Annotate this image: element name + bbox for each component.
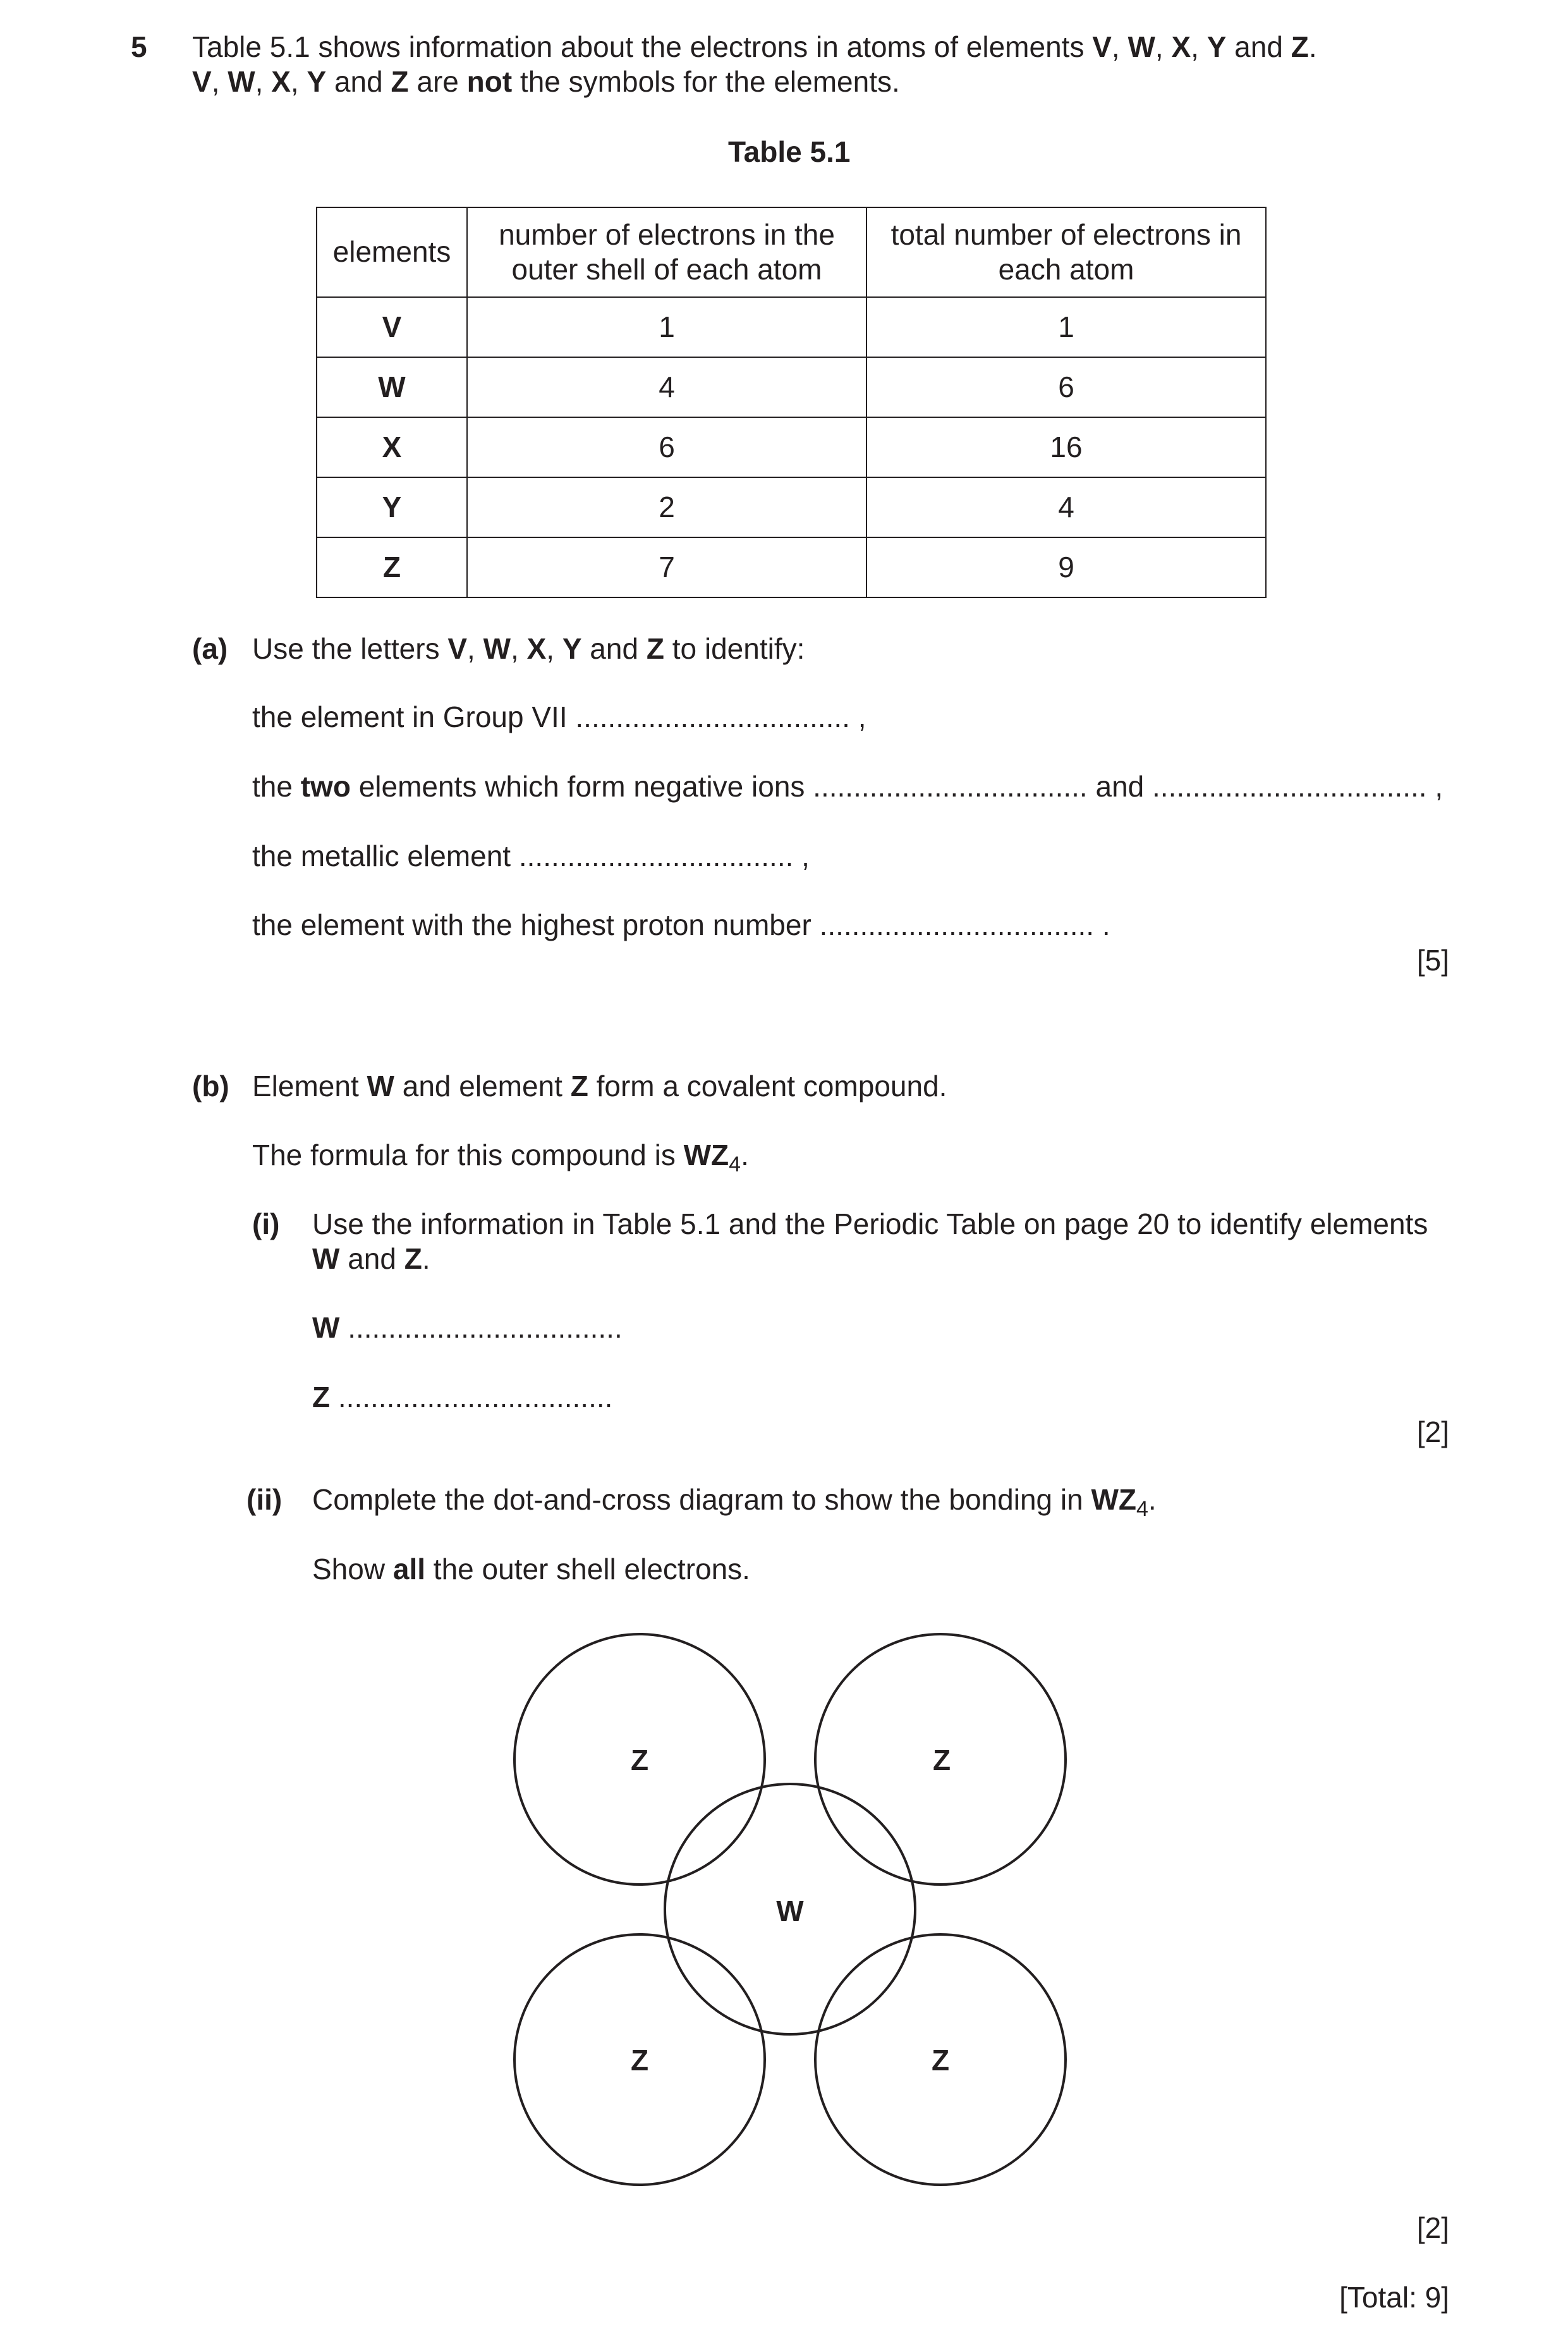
answer-line-group-vii[interactable]: the element in Group VII .................................. , (252, 700, 866, 733)
label-w-center: W (776, 1895, 804, 1927)
header-outer-shell: number of electrons in the outer shell of each atom (467, 207, 866, 297)
total-electrons-cell: 6 (866, 357, 1266, 417)
element-cell: Y (317, 477, 467, 537)
answer-line-z[interactable]: Z .................................. (312, 1381, 613, 1414)
outer-shell-cell: 2 (467, 477, 866, 537)
part-b-label: (b) (192, 1070, 229, 1102)
question-number: 5 (131, 30, 147, 63)
element-cell: X (317, 417, 467, 477)
part-b-formula: The formula for this compound is $WZ_4$. (252, 1139, 749, 1176)
part-a-label: (a) (192, 632, 228, 665)
part-a-prompt: Use the letters V, W, X, Y and Z to identify: (252, 632, 805, 665)
table-title: Table 5.1 (728, 135, 851, 168)
header-elements: elements (317, 207, 467, 297)
label-z-bottom-left: Z (630, 2044, 649, 2077)
header-total-electrons: total number of electrons in each atom (866, 207, 1266, 297)
answer-line-highest-proton[interactable]: the element with the highest proton number .................................. . (252, 908, 1110, 941)
answer-line-negative-ions[interactable]: the two elements which form negative ions .................................. and .................................. , (252, 770, 1443, 803)
total-electrons-cell: 1 (866, 297, 1266, 357)
intro-line-1: Table 5.1 shows information about the electrons in atoms of elements V, W, X, Y and Z. (192, 30, 1317, 63)
part-b-stem: Element W and element Z form a covalent compound. (252, 1070, 947, 1102)
outer-shell-cell: 7 (467, 537, 866, 597)
part-a-marks: [5] (1416, 944, 1449, 977)
answer-line-w[interactable]: W .................................. (312, 1311, 623, 1344)
label-z-top-right: Z (932, 1744, 951, 1776)
element-cell: W (317, 357, 467, 417)
label-z-bottom-right: Z (931, 2044, 950, 2077)
element-cell: V (317, 297, 467, 357)
total-electrons-cell: 16 (866, 417, 1266, 477)
label-z-top-left: Z (630, 1744, 649, 1776)
part-b-i-prompt-line-1: Use the information in Table 5.1 and the Periodic Table on page 20 to identify elements (312, 1207, 1428, 1240)
outer-shell-cell: 1 (467, 297, 866, 357)
total-electrons-cell: 9 (866, 537, 1266, 597)
part-b-ii-prompt: Complete the dot-and-cross diagram to show the bonding in $WZ_4$. (312, 1483, 1157, 1521)
part-b-i-label: (i) (252, 1207, 280, 1240)
total-marks: [Total: 9] (1339, 2281, 1449, 2314)
intro-line-2: V, W, X, Y and Z are not the symbols for the elements. (192, 65, 900, 98)
part-b-ii-marks: [2] (1416, 2211, 1449, 2244)
part-b-ii-label: (ii) (246, 1483, 283, 1516)
element-cell: Z (317, 537, 467, 597)
part-b-i-marks: [2] (1416, 1415, 1449, 1448)
answer-line-metallic[interactable]: the metallic element .................................. , (252, 840, 810, 872)
total-electrons-cell: 4 (866, 477, 1266, 537)
part-b-i-prompt-line-2: W and Z. (312, 1242, 430, 1275)
part-b-ii-show-all: Show all the outer shell electrons. (312, 1553, 750, 1585)
outer-shell-cell: 4 (467, 357, 866, 417)
outer-shell-cell: 6 (467, 417, 866, 477)
